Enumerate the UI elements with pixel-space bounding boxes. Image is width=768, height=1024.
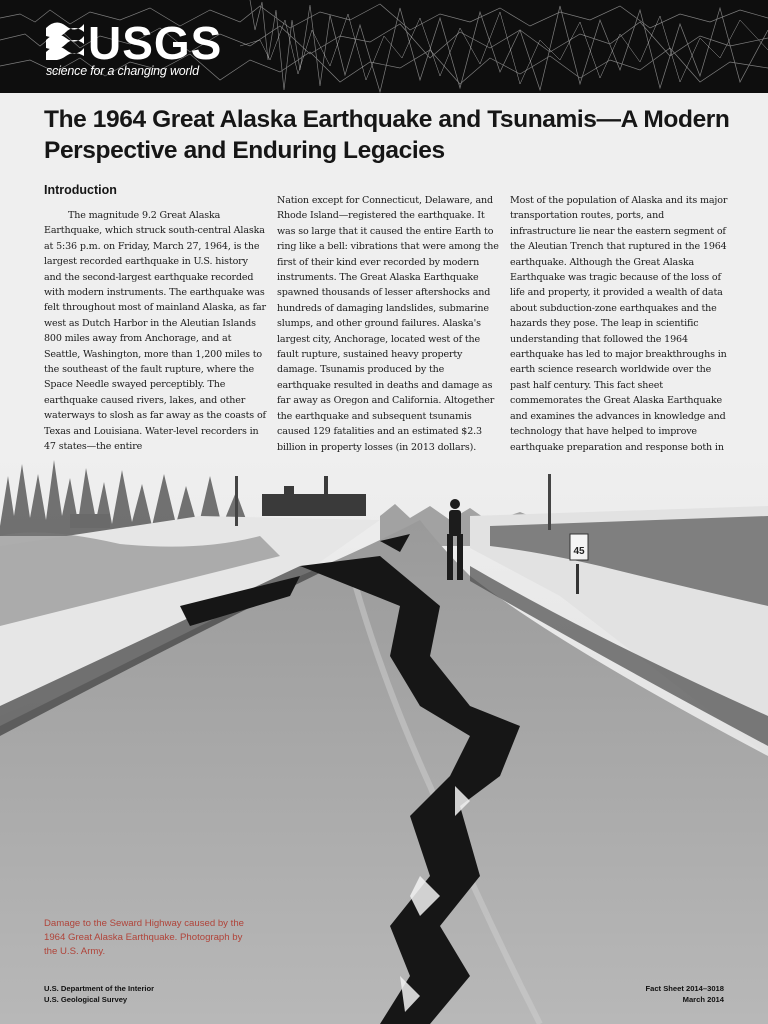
footer-agency [44, 984, 154, 1005]
usgs-logo[interactable] [44, 14, 224, 84]
speed-sign-number: 45 [573, 546, 585, 557]
photo-caption: Damage to the Seward Highway caused by the 1964 Great Alaska Earthquake. Photograph by the U.S. Army. [44, 918, 244, 958]
introduction-column-1: The magnitude 9.2 Great Alaska Earthquake, which struck south-central Alaska at 5:36 p.m. on Friday, March 27, 1964, is the largest recorded earthquake in U.S. history and the second-largest earthquake recorded with modern instruments. The earthquake was felt throughout most of mainland Alaska, as far west as Dutch Harbor in the Aleutian Islands 800 miles away from Anchorage, and at Seattle, Washington, more than 1,200 miles to the southeast of the fault rupture, where the Space Needle swayed perceptibly. The earthquake caused rivers, lakes, and other waterways to slosh as far away as the coasts of Texas and Louisiana. Water-level recorders in 47 states—the entire [44, 210, 266, 453]
introduction-column-2: Nation except for Connecticut, Delaware, and Rhode Island—registered the earthquake. It was so large that it caused the entire Earth to ring like a bell: vibrations that were among the first of their kind ever recorded by modern instruments. The Great Alaska Earthquake spawned thousands of lesser aftershocks and hundreds of damaging landslides, submarine slumps, and other ground failures. Alaska's largest city, Anchorage, located west of the fault rupture, sustained heavy property damage. Tsunamis produced by the earthquake resulted in deaths and damage as far away as Oregon and California. Altogether the earthquake and subsequent tsunamis caused 129 fatalities and an estimated $2.3 billion in property losses (in 2013 dollars). [277, 195, 499, 453]
usgs-logo-text: USGS [88, 17, 223, 69]
usgs-tagline: science for a changing world [46, 64, 199, 78]
introduction-heading: Introduction [44, 183, 117, 197]
usgs-header-banner [0, 0, 768, 93]
usgs-wave-mark-icon [44, 14, 86, 60]
document-title: The 1964 Great Alaska Earthquake and Tsunamis—A Modern Perspective and Enduring Legacies [44, 106, 730, 164]
introduction-column-3: Most of the population of Alaska and its major transportation routes, ports, and infrastructure lie near the eastern segment of the Aleutian Trench that ruptured in the 1964 earthquake. Although the Great Alaska Earthquake was tragic because of the loss of life and property, it provided a wealth of data about subduction-zone earthquakes and the hazards they pose. The leap in scientific understanding that followed the 1964 earthquake has led to major breakthroughs in earth science research worldwide over the past half century. This fact sheet commemorates the Great Alaska Earthquake and examines the advances in knowledge and technology that have helped to improve earthquake preparation and response both in [510, 195, 728, 453]
footer-department: U.S. Department of the Interior [44, 984, 155, 993]
footer-fact-sheet-number: Fact Sheet 2014–3018 [645, 984, 724, 993]
footer-survey: U.S. Geological Survey [44, 994, 128, 1004]
footer-publication-info [645, 984, 724, 1005]
footer-date: March 2014 [682, 994, 724, 1004]
